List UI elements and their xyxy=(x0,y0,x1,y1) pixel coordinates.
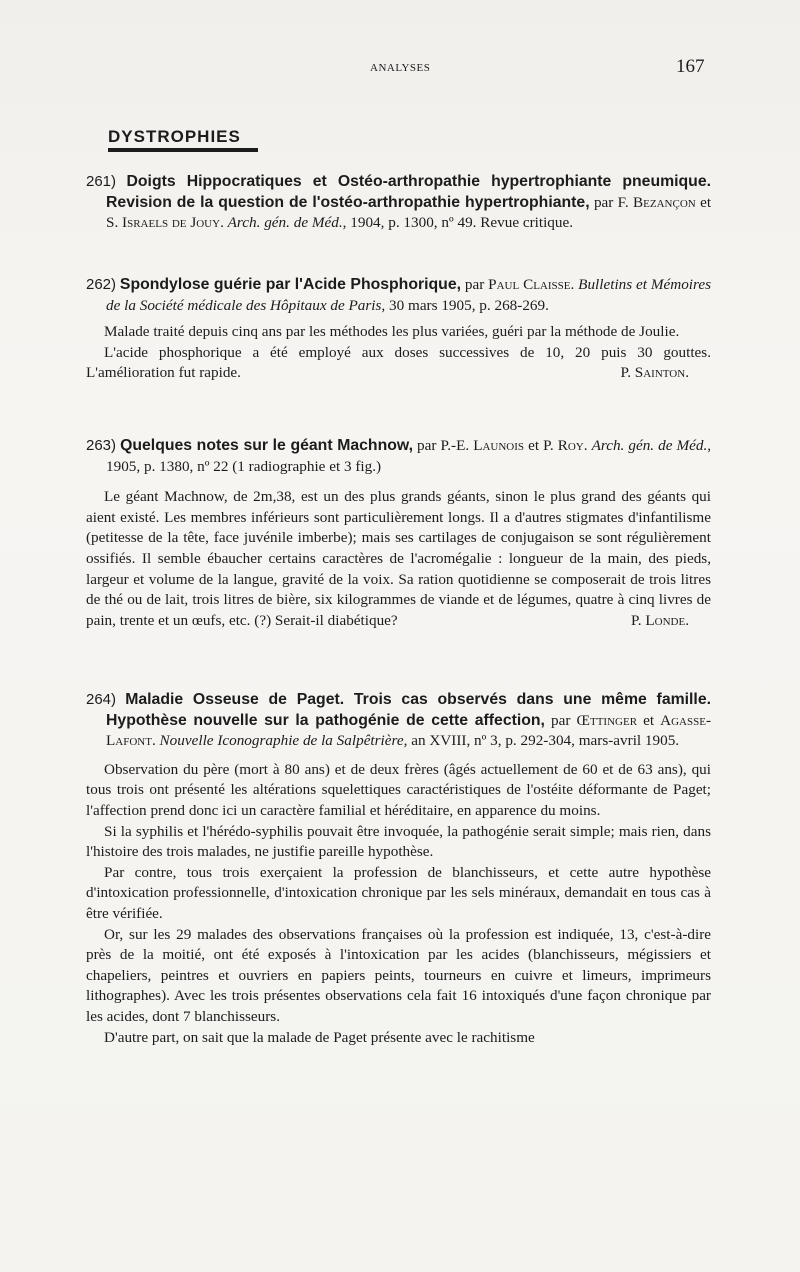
entry-261-heading: 261) Doigts Hippocratiques et Ostéo-arthropathie hypertrophiante pneumique. Revision de la question de l'ostéo-arthropathie hypertrophiante, par F. Bezançon et S. Israels de Jouy. Arch. gén. de Méd., 1904, p. 1300, nº 49. Revue critique. xyxy=(86,173,712,232)
entry-citation: , 1905, p. 1380, nº 22 (1 radiographie et 3 fig.) xyxy=(106,437,712,475)
entry-par: par P.-E. xyxy=(417,437,470,454)
entry-262-heading: 262) Spondylose guérie par l'Acide Phosphorique, par Paul Claisse. Bulletins et Mémoires de la Société médicale des Hôpitaux de Paris, 30 mars 1905, p. 268-269. xyxy=(86,276,712,314)
entry-paragraph: Par contre, tous trois exerçaient la profession de blanchisseurs, et cette autre hypothèse d'intoxication professionnelle, d'intoxication chronique par les sels minéraux, demandait en tous cas à être vérifiée. xyxy=(86,863,711,922)
entry-paragraph-text: L'acide phosphorique a été employé aux doses successives de 10, 20 puis 30 gouttes. L'amélioration fut rapide. xyxy=(86,343,711,382)
entry-author: Paul Claisse xyxy=(488,276,571,293)
entry-paragraph: Si la syphilis et l'hérédo-syphilis pouvait être invoquée, la pathogénie serait simple; mais rien, dans l'histoire des trois malades, ne justifie pareille hypothèse. xyxy=(86,822,711,861)
entry-par: par F. xyxy=(593,193,629,211)
entry-261 xyxy=(86,172,711,234)
entry-title: Maladie Osseuse de Paget. Trois cas observés dans une même famille. Hypothèse nouvelle sur la pathogénie de cette affection, xyxy=(106,691,711,729)
section-title-underline xyxy=(108,148,258,152)
entry-author: Agasse-Lafont xyxy=(106,711,712,750)
entry-paragraph xyxy=(86,343,711,384)
entry-paragraph xyxy=(86,487,711,631)
entry-par: par xyxy=(551,711,571,729)
entry-author: Israels de Jouy xyxy=(122,214,221,232)
entry-et: et xyxy=(643,711,655,729)
entry-number: 264) xyxy=(86,691,117,708)
entry-journal: Bulletins et Mémoires de la Société médicale des Hôpitaux de Paris, xyxy=(106,276,712,314)
entry-number: 263) xyxy=(86,437,117,454)
entry-title: Quelques notes sur le géant Machnow, xyxy=(120,437,413,454)
entry-author: Œttinger xyxy=(576,711,638,729)
entry-paragraph: D'autre part, on sait que la malade de Paget présente avec le rachitisme xyxy=(104,1028,535,1046)
entry-et: et P. xyxy=(528,437,554,454)
entry-journal: Arch. gén. de Méd. xyxy=(591,437,708,454)
entry-citation: an XVIII, nº 3, p. 292-304, mars-avril 1905. xyxy=(411,732,680,750)
entry-citation: , 1904, p. 1300, nº 49. Revue critique. xyxy=(342,214,574,232)
section-title: DYSTROPHIES xyxy=(108,127,241,146)
entry-number: 261) xyxy=(86,173,117,190)
entry-par: par xyxy=(464,276,485,293)
entry-title: Doigts Hippocratiques et Ostéo-arthropathie hypertrophiante pneumique. Revision de la question de l'ostéo-arthropathie hypertrophiante, xyxy=(106,173,712,211)
entry-262 xyxy=(86,275,711,384)
entry-signature: P. Londe. xyxy=(631,611,689,629)
entry-paragraph: Malade traité depuis cinq ans par les méthodes les plus variées, guéri par la méthode de Joulie. xyxy=(104,323,680,341)
entry-263 xyxy=(86,436,711,631)
entry-author: Launois xyxy=(473,437,525,454)
entry-264 xyxy=(86,690,711,1048)
running-head: ANALYSES xyxy=(370,62,431,74)
entry-paragraph: Observation du père (mort à 80 ans) et de deux frères (âgés actuellement de 60 et de 63 ans), qui tous trois ont présenté les altérations squelettiques caractéristiques de l'ostéite déformante de Paget; l'affection prend donc ici un caractère familial et héréditaire, en apparence du moins. xyxy=(86,760,711,819)
entry-title: Spondylose guérie par l'Acide Phosphorique, xyxy=(119,276,461,293)
entry-signature: P. Sainton. xyxy=(620,364,689,382)
entry-263-heading: 263) Quelques notes sur le géant Machnow, par P.-E. Launois et P. Roy. Arch. gén. de Méd., 1905, p. 1380, nº 22 (1 radiographie et 3 fig.) xyxy=(86,437,712,475)
entry-paragraph: Or, sur les 29 malades des observations françaises où la profession est indiquée, 13, c'est-à-dire près de la moitié, ont été exposés à l'intoxication par les acides (blanchisseurs, mégissiers et chapeliers, peintres et ouvriers en papiers peints, tourneurs en cuivre et limeurs, imprimeurs lithographes). Avec les trois présentes observations cela fait 16 intoxiqués d'une façon chronique par les acides, dont 7 blanchisseurs. xyxy=(86,925,711,1025)
entry-paragraph-text: Le géant Machnow, de 2m,38, est un des plus grands géants, sinon le plus grand des géants qui aient existé. Les membres inférieurs sont particulièrement longs. Il a d'autres stigmates d'infantilisme (petitesse de la tête, face juvénile imberbe); mais ses cartilages de conjugaison se sont régulièrement ossifiés. Il semble ébaucher certains caractères de l'acromégalie : longueur de la main, des pieds, largeur et volume de la langue, gravité de la voix. Sa ration quotidienne se composerait de trois litres de thé ou de lait, trois litres de bière, six kilogrammes de viande et de légumes, quatre à cinq livres de pain, trente et un œufs, etc. (?) Serait-il diabétique? xyxy=(86,488,711,629)
entry-journal: Nouvelle Iconographie de la Salpêtrière, xyxy=(159,732,408,750)
entry-number: 262) xyxy=(86,276,117,293)
entry-et: et S. xyxy=(106,193,712,232)
entry-citation: 30 mars 1905, p. 268-269. xyxy=(389,296,549,314)
entry-journal: Arch. gén. de Méd. xyxy=(227,214,343,232)
entry-264-heading: 264) Maladie Osseuse de Paget. Trois cas observés dans une même famille. Hypothèse nouvelle sur la pathogénie de cette affection, par Œttinger et Agasse-Lafont. Nouvelle Iconographie de la Salpêtrière, an XVIII, nº 3, p. 292-304, mars-avril 1905. xyxy=(86,691,712,750)
entry-author: Bezançon xyxy=(633,193,696,211)
entry-author: Roy xyxy=(557,437,584,454)
page-number: 167 xyxy=(676,56,705,77)
